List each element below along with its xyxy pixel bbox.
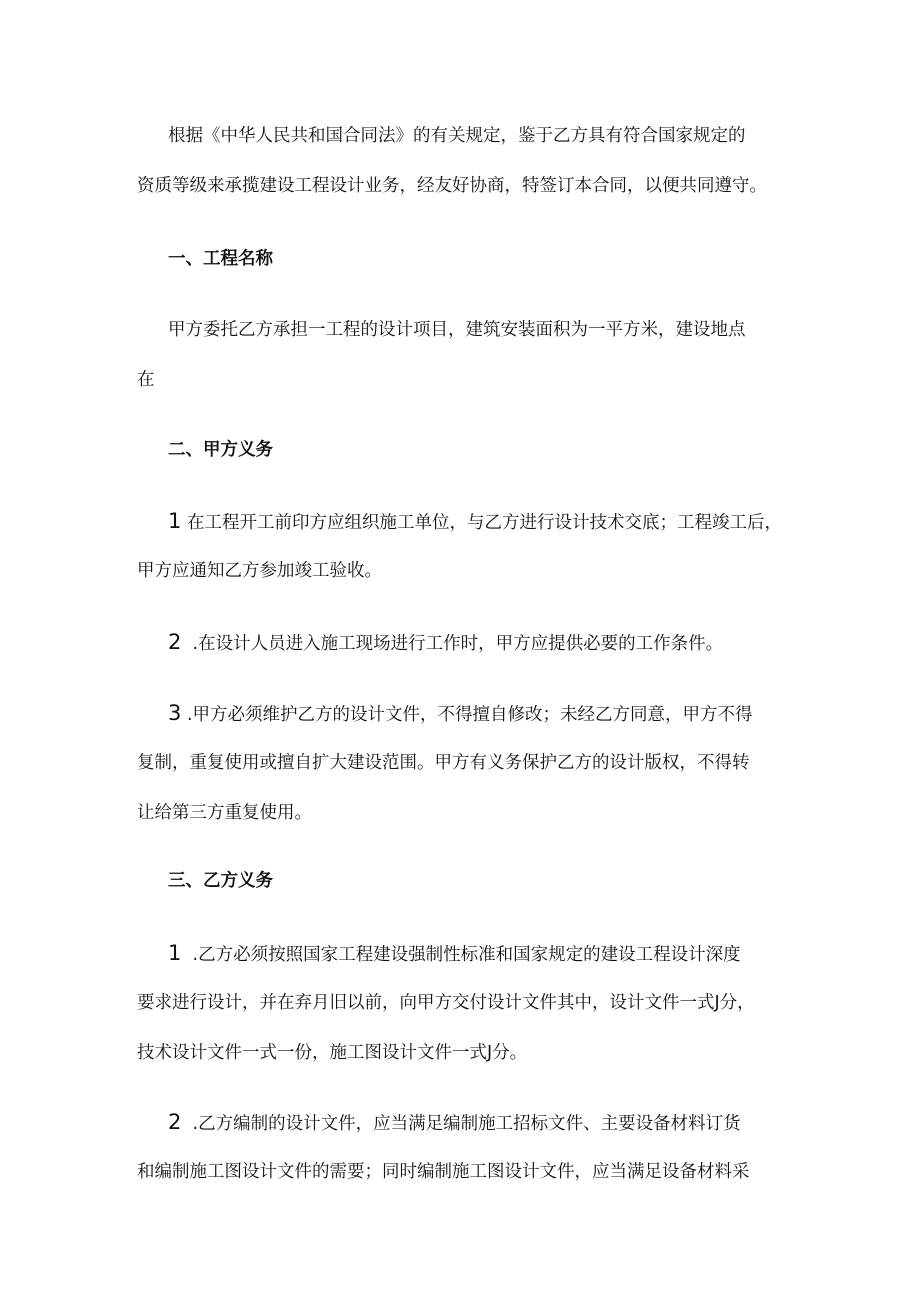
section-3-item-1 bbox=[137, 934, 797, 1072]
section-3-item-2 bbox=[137, 1103, 797, 1191]
item-number: 3 bbox=[168, 701, 182, 725]
section-2-item-3 bbox=[137, 694, 797, 832]
item-number: 2 bbox=[168, 1110, 182, 1134]
item-number: 1 bbox=[168, 941, 182, 965]
section-3-item-1-line-2: 要求进行设计，并在弃月旧以前，向甲方交付设计文件其中，设计文件一式J分， bbox=[137, 993, 755, 1013]
section-2-item-1 bbox=[137, 502, 797, 590]
section-2-item-3-line-2: 复制，重复使用或擅自扩大建设范围。甲方有义务保护乙方的设计版权，不得转 bbox=[137, 753, 750, 773]
section-1-line-1: 甲方委托乙方承担一工程的设计项目，建筑安装面积为一平方米，建设地点 bbox=[168, 320, 746, 340]
intro-line-2: 资质等级来承揽建设工程设计业务，经友好协商，特签订本合同，以便共同遵守。 bbox=[137, 176, 767, 196]
section-2-item-1-line-2: 甲方应通知乙方参加竣工验收。 bbox=[137, 561, 382, 581]
section-1-line-2: 在 bbox=[137, 370, 155, 390]
section-2-item-1-line-1: 在工程开工前印方应组织施工单位，与乙方进行设计技术交底；工程竣工后， bbox=[186, 513, 782, 533]
section-2-heading: 二、甲方义务 bbox=[168, 440, 273, 460]
section-3-heading: 三、乙方义务 bbox=[168, 871, 273, 891]
section-3-item-1-line-1: .乙方必须按照国家工程建设强制性标准和国家规定的建设工程设计深度 bbox=[192, 945, 741, 965]
section-3-item-2-line-2: 和编制施工图设计文件的需要；同时编制施工图设计文件，应当满足设备材料采 bbox=[137, 1162, 750, 1182]
item-number: 1 bbox=[168, 509, 182, 533]
section-2-item-3-line-3: 让给第三方重复使用。 bbox=[137, 803, 312, 823]
section-2-item-3-line-1: .甲方必须维护乙方的设计文件，不得擅自修改；未经乙方同意，甲方不得 bbox=[186, 705, 753, 725]
item-number: 2 bbox=[168, 630, 182, 654]
intro-line-1: 根据《中华人民共和国合同法》的有关规定，鉴于乙方具有符合国家规定的 bbox=[168, 126, 746, 146]
section-1-paragraph bbox=[137, 311, 797, 399]
section-3-item-1-line-3: 技术设计文件一式一份，施工图设计文件一式J分。 bbox=[137, 1043, 528, 1063]
section-2-item-2 bbox=[137, 623, 797, 661]
section-2-item-2-line-1: .在设计人员进入施工现场进行工作时，甲方应提供必要的工作条件。 bbox=[192, 634, 724, 654]
intro-paragraph bbox=[137, 117, 797, 205]
section-3-item-2-line-1: .乙方编制的设计文件，应当满足编制施工招标文件、主要设备材料订货 bbox=[192, 1114, 741, 1134]
section-1-heading: 一、工程名称 bbox=[168, 249, 273, 269]
